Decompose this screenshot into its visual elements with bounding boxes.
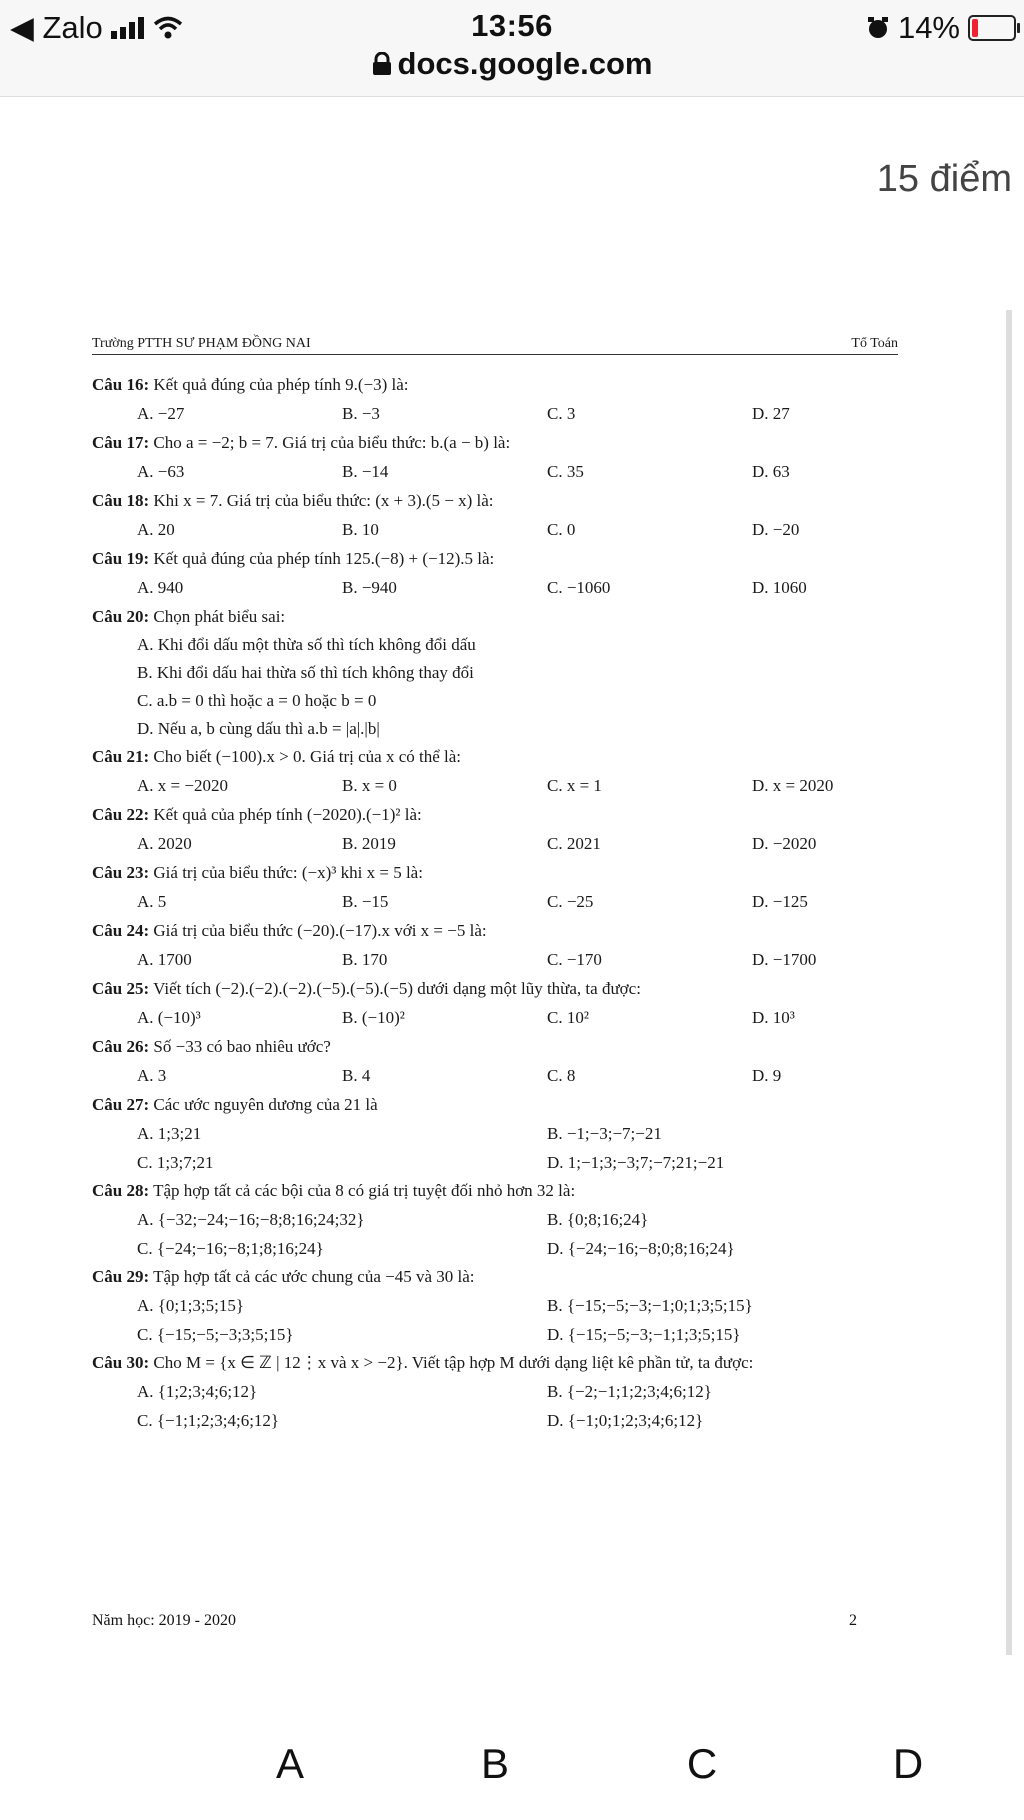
question-number: Câu 29: <box>92 1267 150 1286</box>
question-block <box>92 545 898 603</box>
question-block <box>92 859 898 917</box>
question-text <box>92 801 898 829</box>
option-item: C. {−24;−16;−8;1;8;16;24} <box>137 1239 324 1258</box>
option-list <box>92 1205 898 1263</box>
option-item: B. {−15;−5;−3;−1;0;1;3;5;15} <box>547 1296 753 1315</box>
option-list <box>92 1003 898 1033</box>
option-list <box>92 1291 898 1349</box>
option-item: B. −3 <box>342 404 380 423</box>
option-item: A. 1700 <box>137 950 192 969</box>
option-item: D. Nếu a, b cùng dấu thì a.b = |a|.|b| <box>137 719 380 738</box>
option-item: A. {0;1;3;5;15} <box>137 1296 244 1315</box>
exam-document <box>92 336 898 1435</box>
question-number: Câu 16: <box>92 375 150 394</box>
option-item: A. 1;3;21 <box>137 1124 202 1143</box>
question-stem: Khi x = 7. Giá trị của biểu thức: (x + 3).(5 − x) là: <box>149 491 494 510</box>
option-item: C. 3 <box>547 404 576 423</box>
option-item: D. 63 <box>752 462 790 481</box>
option-item: C. −170 <box>547 950 602 969</box>
answer-c-button[interactable]: C <box>686 1740 718 1787</box>
option-list <box>92 1061 898 1091</box>
lock-icon <box>372 52 392 76</box>
option-item: B. x = 0 <box>342 776 397 795</box>
question-number: Câu 18: <box>92 491 150 510</box>
option-item: C. {−15;−5;−3;3;5;15} <box>137 1325 294 1344</box>
option-item: C. 10² <box>547 1008 589 1027</box>
question-stem: Cho M = {x ∈ ℤ | 12⋮x và x > −2}. Viết tập hợp M dưới dạng liệt kê phần tử, ta được: <box>149 1353 754 1372</box>
option-list <box>92 399 898 429</box>
option-list <box>92 573 898 603</box>
question-number: Câu 20: <box>92 607 150 626</box>
question-text <box>92 1349 898 1377</box>
question-block <box>92 603 898 743</box>
question-text <box>92 371 898 399</box>
question-stem: Số −33 có bao nhiêu ước? <box>149 1037 331 1056</box>
option-list <box>92 631 898 743</box>
option-item: A. 5 <box>137 892 167 911</box>
question-block <box>92 429 898 487</box>
question-stem: Chọn phát biểu sai: <box>149 607 286 626</box>
question-text <box>92 603 898 631</box>
question-text <box>92 859 898 887</box>
option-item: A. −63 <box>137 462 185 481</box>
question-number: Câu 25: <box>92 979 150 998</box>
question-block <box>92 975 898 1033</box>
option-item: C. 1;3;7;21 <box>137 1153 214 1172</box>
option-item: A. 940 <box>137 578 184 597</box>
school-year: Năm học: 2019 - 2020 <box>92 1612 236 1629</box>
answer-b-button[interactable]: B <box>480 1740 509 1787</box>
option-item: D. {−1;0;1;2;3;4;6;12} <box>547 1411 704 1430</box>
department: Tổ Toán <box>851 336 898 351</box>
question-stem: Các ước nguyên dương của 21 là <box>149 1095 378 1114</box>
option-item: A. 3 <box>137 1066 167 1085</box>
question-stem: Viết tích (−2).(−2).(−2).(−5).(−5).(−5) dưới dạng một lũy thừa, ta được: <box>149 979 641 998</box>
option-list <box>92 515 898 545</box>
question-text <box>92 743 898 771</box>
question-number: Câu 27: <box>92 1095 150 1114</box>
option-item: C. 0 <box>547 520 576 539</box>
option-item: C. x = 1 <box>547 776 602 795</box>
question-block <box>92 917 898 975</box>
question-block <box>92 801 898 859</box>
answer-d-button[interactable]: D <box>892 1740 924 1787</box>
option-item: D. {−15;−5;−3;−1;1;3;5;15} <box>547 1325 741 1344</box>
battery-icon <box>968 15 1016 41</box>
option-item: C. 2021 <box>547 834 601 853</box>
question-block <box>92 1033 898 1091</box>
option-list <box>92 1377 898 1435</box>
question-number: Câu 23: <box>92 863 150 882</box>
option-item: B. −15 <box>342 892 389 911</box>
option-item: A. 2020 <box>137 834 192 853</box>
question-text <box>92 917 898 945</box>
address-bar[interactable] <box>0 46 1024 82</box>
option-item: B. −940 <box>342 578 397 597</box>
points-label: 15 điểm <box>876 158 1012 200</box>
option-item: B. 170 <box>342 950 388 969</box>
doc-header <box>92 336 898 355</box>
option-item: C. 8 <box>547 1066 576 1085</box>
question-block <box>92 1177 898 1263</box>
option-item: A. {1;2;3;4;6;12} <box>137 1382 258 1401</box>
option-item: B. 4 <box>342 1066 371 1085</box>
question-stem: Kết quả đúng của phép tính 125.(−8) + (−12).5 là: <box>149 549 495 568</box>
option-list <box>92 457 898 487</box>
question-block <box>92 1091 898 1177</box>
question-text <box>92 1263 898 1291</box>
option-item: D. 9 <box>752 1066 782 1085</box>
question-stem: Giá trị của biểu thức (−20).(−17).x với x = −5 là: <box>149 921 487 940</box>
question-number: Câu 28: <box>92 1181 150 1200</box>
question-stem: Kết quả đúng của phép tính 9.(−3) là: <box>149 375 409 394</box>
option-item: C. {−1;1;2;3;4;6;12} <box>137 1411 280 1430</box>
question-text <box>92 429 898 457</box>
doc-footer <box>92 1612 857 1630</box>
option-item: A. x = −2020 <box>137 776 228 795</box>
question-stem: Cho a = −2; b = 7. Giá trị của biểu thức: b.(a − b) là: <box>149 433 511 452</box>
option-list <box>92 887 898 917</box>
option-item: D. −2020 <box>752 834 817 853</box>
option-item: D. −20 <box>752 520 800 539</box>
answer-a-button[interactable]: A <box>275 1740 304 1787</box>
option-list <box>92 945 898 975</box>
option-list <box>92 829 898 859</box>
option-item: A. {−32;−24;−16;−8;8;16;24;32} <box>137 1210 365 1229</box>
status-indicators <box>866 10 1016 46</box>
question-block <box>92 487 898 545</box>
option-item: A. Khi đổi dấu một thừa số thì tích không đổi dấu <box>137 635 476 654</box>
question-stem: Tập hợp tất cả các ước chung của −45 và 30 là: <box>149 1267 475 1286</box>
option-item: C. a.b = 0 thì hoặc a = 0 hoặc b = 0 <box>137 691 377 710</box>
question-number: Câu 22: <box>92 805 150 824</box>
option-item: B. {0;8;16;24} <box>547 1210 649 1229</box>
battery-percent: 14% <box>897 10 960 45</box>
option-item: D. x = 2020 <box>752 776 834 795</box>
question-stem: Kết quả của phép tính (−2020).(−1)² là: <box>149 805 422 824</box>
question-block <box>92 1349 898 1435</box>
question-stem: Tập hợp tất cả các bội của 8 có giá trị tuyệt đối nhỏ hơn 32 là: <box>149 1181 576 1200</box>
option-item: B. 10 <box>342 520 379 539</box>
question-stem: Cho biết (−100).x > 0. Giá trị của x có thể là: <box>149 747 462 766</box>
option-item: D. 10³ <box>752 1008 795 1027</box>
url-text: docs.google.com <box>397 46 653 81</box>
option-item: A. 20 <box>137 520 175 539</box>
back-app-label[interactable]: ◀ Zalo <box>10 10 103 45</box>
school-name: Trường PTTH SƯ PHẠM ĐỒNG NAI <box>92 336 311 351</box>
question-list <box>92 371 898 1435</box>
option-item: C. 35 <box>547 462 584 481</box>
option-item: B. Khi đổi dấu hai thừa số thì tích không thay đổi <box>137 663 474 682</box>
option-item: C. −1060 <box>547 578 611 597</box>
image-edge <box>1006 310 1012 1655</box>
question-number: Câu 30: <box>92 1353 150 1372</box>
option-list <box>92 771 898 801</box>
page-number: 2 <box>849 1612 857 1629</box>
clock: 13:56 <box>471 8 553 43</box>
option-item: D. −125 <box>752 892 808 911</box>
question-block <box>92 1263 898 1349</box>
question-block <box>92 371 898 429</box>
option-item: B. (−10)² <box>342 1008 405 1027</box>
option-item: D. −1700 <box>752 950 817 969</box>
option-item: D. 1;−1;3;−3;7;−7;21;−21 <box>547 1153 725 1172</box>
question-text <box>92 975 898 1003</box>
question-text <box>92 1091 898 1119</box>
option-item: B. {−2;−1;1;2;3;4;6;12} <box>547 1382 712 1401</box>
option-item: B. 2019 <box>342 834 396 853</box>
option-item: A. (−10)³ <box>137 1008 201 1027</box>
option-item: D. 1060 <box>752 578 807 597</box>
option-item: C. −25 <box>547 892 594 911</box>
answer-choices <box>0 1740 1024 1800</box>
question-text <box>92 1177 898 1205</box>
question-number: Câu 21: <box>92 747 150 766</box>
question-number: Câu 19: <box>92 549 150 568</box>
question-stem: Giá trị của biểu thức: (−x)³ khi x = 5 là: <box>149 863 423 882</box>
question-text <box>92 545 898 573</box>
option-item: B. −14 <box>342 462 389 481</box>
ios-status-bar <box>0 0 1024 97</box>
question-block <box>92 743 898 801</box>
question-number: Câu 17: <box>92 433 150 452</box>
question-text <box>92 487 898 515</box>
option-item: A. −27 <box>137 404 185 423</box>
alarm-icon <box>866 16 890 40</box>
option-item: D. {−24;−16;−8;0;8;16;24} <box>547 1239 735 1258</box>
option-item: B. −1;−3;−7;−21 <box>547 1124 662 1143</box>
question-text <box>92 1033 898 1061</box>
option-item: D. 27 <box>752 404 790 423</box>
question-number: Câu 26: <box>92 1037 150 1056</box>
question-number: Câu 24: <box>92 921 150 940</box>
option-list <box>92 1119 898 1177</box>
